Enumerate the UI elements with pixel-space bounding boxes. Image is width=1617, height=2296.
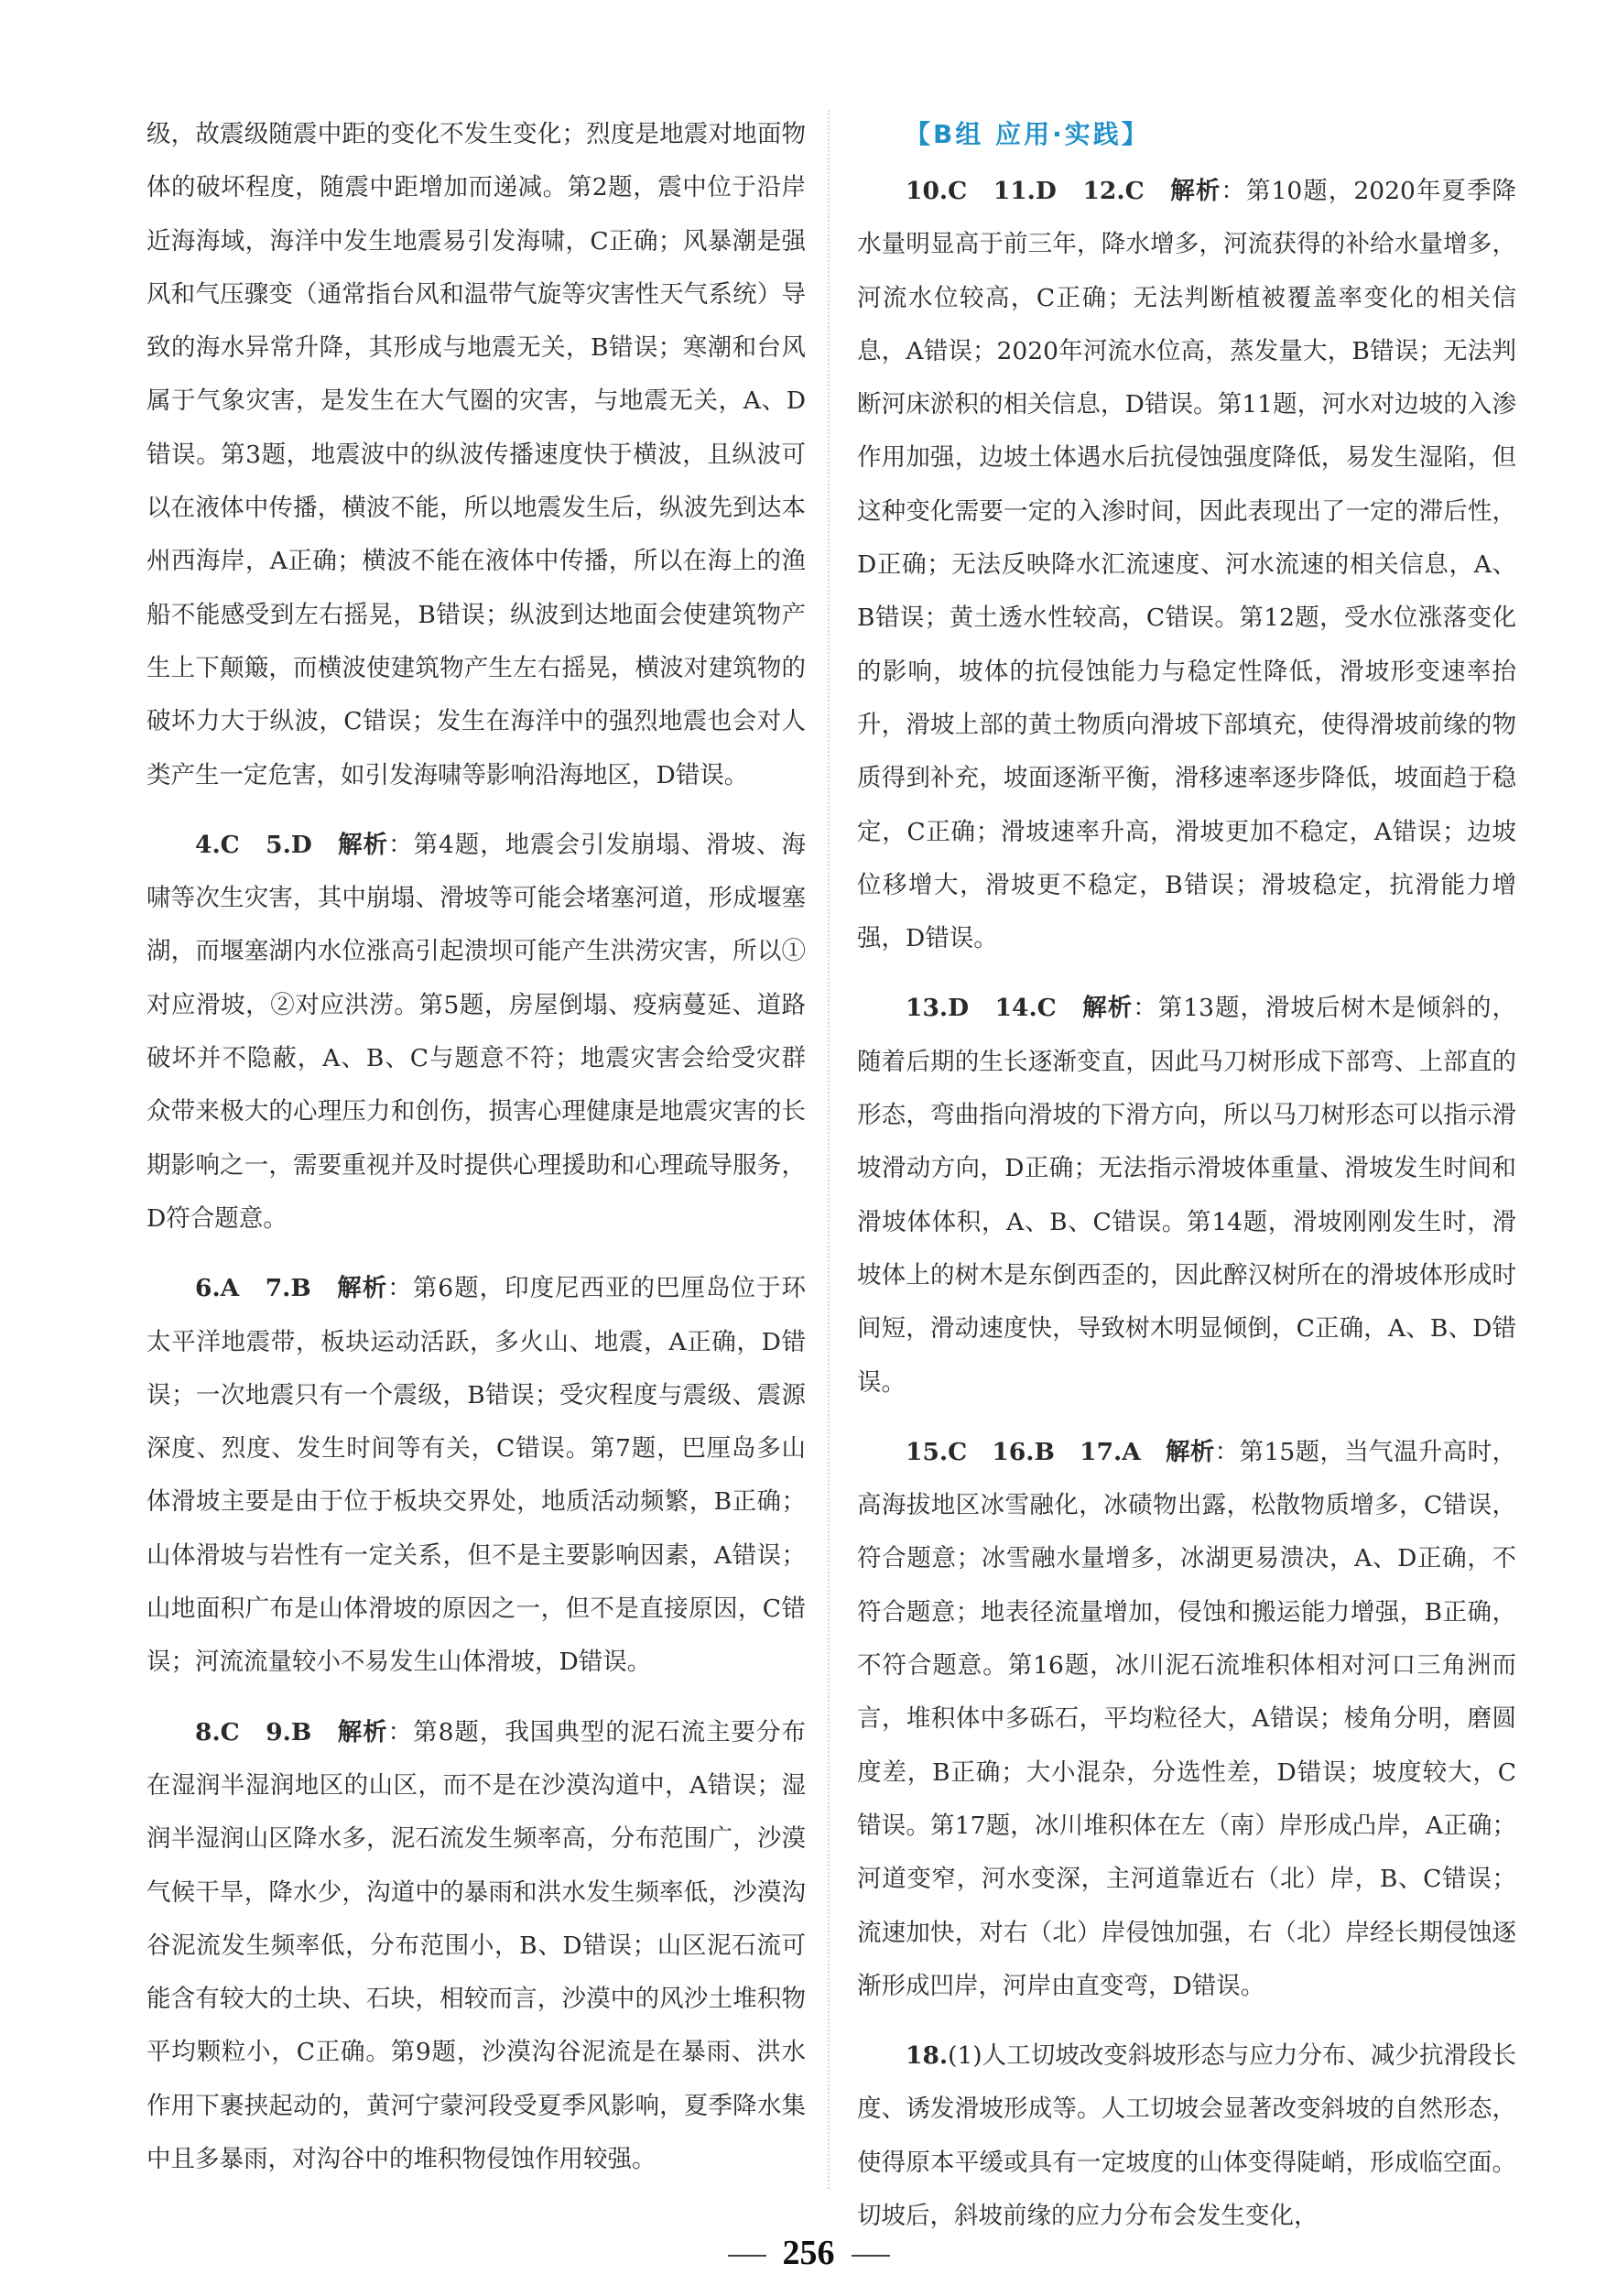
page-number: 256	[782, 2234, 835, 2272]
answer-keys: 6.A 7.B	[195, 1274, 338, 1303]
analysis-label: 解析	[337, 1274, 388, 1303]
analysis-label: 解析	[1082, 994, 1134, 1023]
answer-keys: 18.	[906, 2041, 949, 2071]
answer-paragraph	[857, 165, 1516, 965]
analysis-label: 解析	[338, 830, 389, 859]
answer-paragraph	[857, 1426, 1516, 2013]
analysis-label: 解析	[337, 1717, 388, 1746]
analysis-text: ：第6题，印度尼西亚的巴厘岛位于环太平洋地震带，板块运动活跃，多火山、地震，A正确，D错误；一次地震只有一个震级，B错误；受灾程度与震级、震源深度、烈度、发生时间等有关，C错误。第7题，巴厘岛多山体滑坡主要是由于位于板块交界处，地质活动频繁，B正确；山体滑坡与岩性有一定关系，但不是主要影响因素，A错误；山地面积广布是山体滑坡的原因之一，但不是直接原因，C错误；河流流量较小不易发生山体滑坡，D错误。	[147, 1274, 806, 1677]
answer-keys: 10.C 11.D 12.C	[906, 177, 1171, 205]
analysis-text: (1)人工切坡改变斜坡形态与应力分布、减少抗滑段长度、诱发滑坡形成等。人工切坡会显著改变斜坡的自然形态，使得原本平缓或具有一定坡度的山体变得陡峭，形成临空面。切坡后，斜坡前缘的应力分布会发生变化，	[857, 2041, 1516, 2230]
answer-paragraph	[857, 2029, 1516, 2243]
analysis-text: ：第13题，滑坡后树木是倾斜的，随着后期的生长逐渐变直，因此马刀树形成下部弯、上部直的形态，弯曲指向滑坡的下滑方向，所以马刀树形态可以指示滑坡滑动方向，D正确；无法指示滑坡体重量、滑坡发生时间和滑坡体体积，A、B、C错误。第14题，滑坡刚刚发生时，滑坡体上的树木是东倒西歪的，因此醉汉树所在的滑坡体形成时间短，滑动速度快，导致树木明显倾倒，C正确，A、B、D错误。	[857, 994, 1516, 1397]
footer-dash-left	[728, 2255, 766, 2257]
analysis-text: ：第15题，当气温升高时，高海拔地区冰雪融化，冰碛物出露，松散物质增多，C错误，符合题意；冰雪融水量增多，冰湖更易溃决，A、D正确，不符合题意；地表径流量增加，侵蚀和搬运能力增强，B正确，不符合题意。第16题，冰川泥石流堆积体相对河口三角洲而言，堆积体中多砾石，平均粒径大，A错误；棱角分明，磨圆度差，B正确；大小混杂，分选性差，D错误；坡度较大，C错误。第17题，冰川堆积体在左（南）岸形成凸岸，A正确；河道变窄，河水变深，主河道靠近右（北）岸，B、C错误；流速加快，对右（北）岸侵蚀加强，右（北）岸经长期侵蚀逐渐形成凹岸，河岸由直变弯，D错误。	[857, 1437, 1516, 2000]
analysis-label: 解析	[1170, 177, 1221, 205]
answer-paragraph	[147, 819, 806, 1246]
answer-paragraph-cont: 级，故震级随震中距的变化不发生变化；烈度是地震对地面物体的破坏程度，随震中距增加而递减。第2题，震中位于沿岸近海海域，海洋中发生地震易引发海啸，C正确；风暴潮是强风和气压骤变（通常指台风和温带气旋等灾害性天气系统）导致的海水异常升降，其形成与地震无关，B错误；寒潮和台风属于气象灾害，是发生在大气圈的灾害，与地震无关，A、D错误。第3题，地震波中的纵波传播速度快于横波，且纵波可以在液体中传播，横波不能，所以地震发生后，纵波先到达本州西海岸，A正确；横波不能在液体中传播，所以在海上的渔船不能感受到左右摇晃，B错误；纵波到达地面会使建筑物产生上下颠簸，而横波使建筑物产生左右摇晃，横波对建筑物的破坏力大于纵波，C错误；发生在海洋中的强烈地震也会对人类产生一定危害，如引发海啸等影响沿海地区，D错误。	[147, 120, 806, 789]
column-divider	[828, 110, 830, 2189]
analysis-text: ：第4题，地震会引发崩塌、滑坡、海啸等次生灾害，其中崩塌、滑坡等可能会堵塞河道，形成堰塞湖，而堰塞湖内水位涨高引起溃坝可能产生洪涝灾害，所以①对应滑坡，②对应洪涝。第5题，房屋倒塌、疫病蔓延、道路破坏并不隐蔽，A、B、C与题意不符；地震灾害会给受灾群众带来极大的心理压力和创伤，损害心理健康是地震灾害的长期影响之一，需要重视并及时提供心理援助和心理疏导服务，D符合题意。	[147, 830, 806, 1233]
answer-keys: 15.C 16.B 17.A	[906, 1437, 1167, 1466]
analysis-text: ：第10题，2020年夏季降水量明显高于前三年，降水增多，河流获得的补给水量增多，河流水位较高，C正确；无法判断植被覆盖率变化的相关信息，A错误；2020年河流水位高，蒸发量大，B错误；无法判断河床淤积的相关信息，D错误。第11题，河水对边坡的入渗作用加强，边坡土体遇水后抗侵蚀强度降低，易发生湿陷，但这种变化需要一定的入渗时间，因此表现出了一定的滞后性，D正确；无法反映降水汇流速度、河水流速的相关信息，A、B错误；黄土透水性较高，C错误。第12题，受水位涨落变化的影响，坡体的抗侵蚀能力与稳定性降低，滑坡形变速率抬升，滑坡上部的黄土物质向滑坡下部填充，使得滑坡前缘的物质得到补充，坡面逐渐平衡，滑移速率逐步降低，坡面趋于稳定，C正确；滑坡速率升高，滑坡更加不稳定，A错误；边坡位移增大，滑坡更不稳定，B错误；滑坡稳定，抗滑能力增强，D错误。	[857, 177, 1516, 953]
answer-paragraph	[147, 1262, 806, 1689]
answer-paragraph	[147, 1706, 806, 2187]
analysis-text: ：第8题，我国典型的泥石流主要分布在湿润半湿润地区的山区，而不是在沙漠沟道中，A错误；湿润半湿润山区降水多，泥石流发生频率高，分布范围广，沙漠气候干旱，降水少，沟道中的暴雨和洪水发生频率低，沙漠沟谷泥流发生频率低，分布范围小，B、D错误；山区泥石流可能含有较大的土块、石块，相较而言，沙漠中的风沙土堆积物平均颗粒小，C正确。第9题，沙漠沟谷泥流是在暴雨、洪水作用下裹挟起动的，黄河宁蒙河段受夏季风影响，夏季降水集中且多暴雨，对沟谷中的堆积物侵蚀作用较强。	[147, 1717, 806, 2173]
page-footer	[0, 2233, 1617, 2273]
footer-dash-right	[852, 2255, 890, 2257]
answer-keys: 8.C 9.B	[195, 1717, 338, 1746]
right-column	[857, 108, 1516, 2243]
analysis-label: 解析	[1166, 1437, 1215, 1466]
answer-paragraph	[857, 982, 1516, 1409]
left-column	[147, 108, 806, 2186]
section-title: 【B组 应用·实践】	[905, 119, 1150, 149]
answer-keys: 4.C 5.D	[195, 830, 339, 859]
answer-keys: 13.D 14.C	[906, 994, 1083, 1023]
